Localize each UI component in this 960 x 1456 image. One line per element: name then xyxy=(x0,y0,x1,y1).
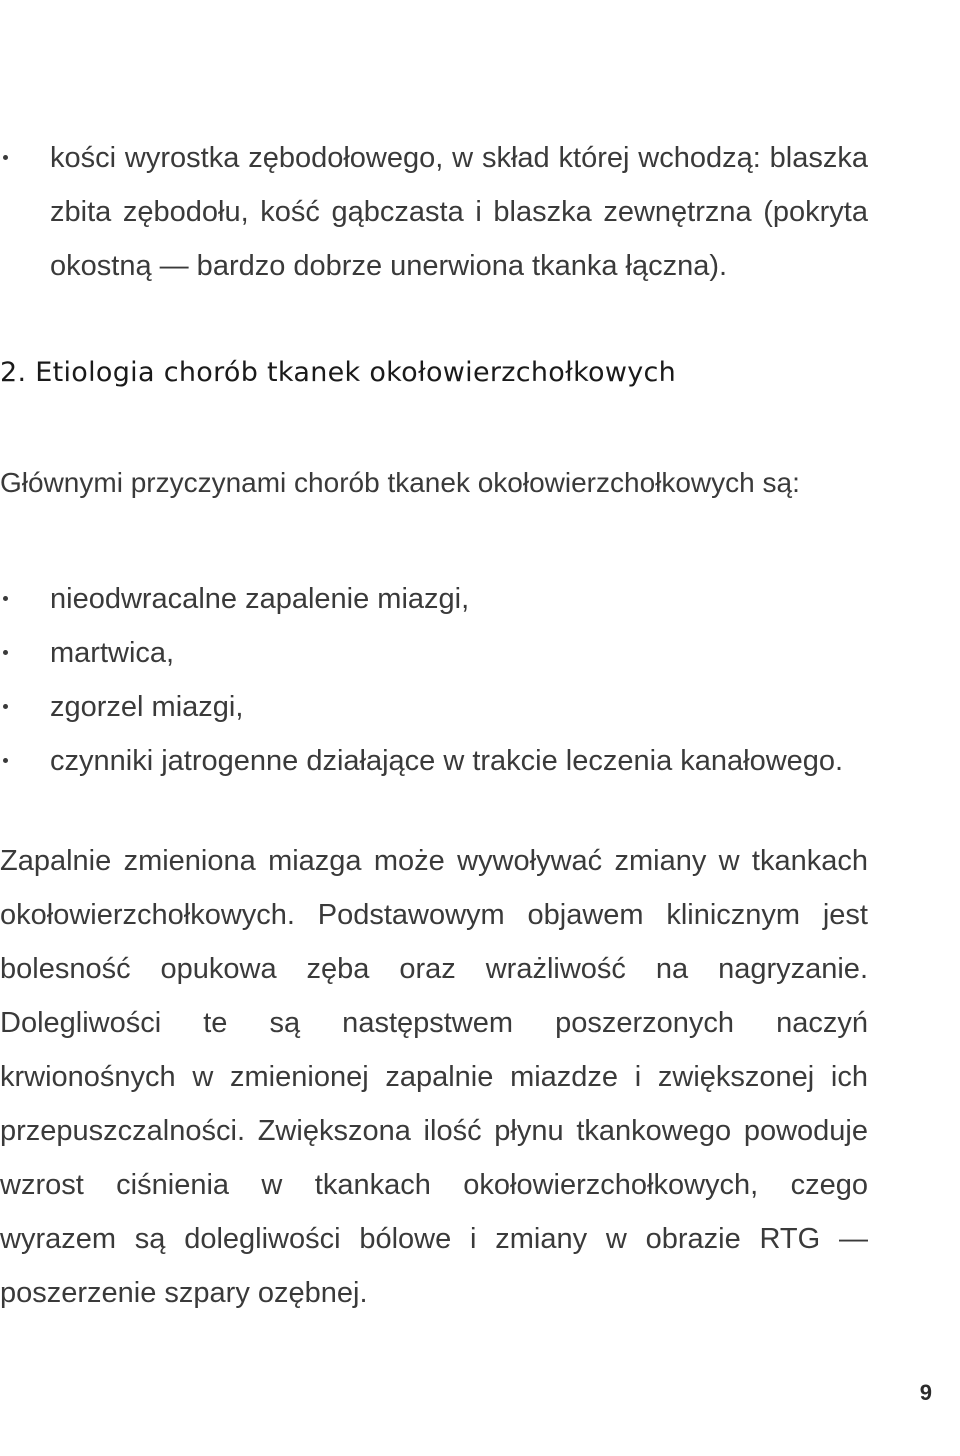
bullet-icon xyxy=(3,650,8,655)
list-item xyxy=(0,131,868,293)
list-item-text: kości wyrostka zębodołowego, w skład której wchodzą: blaszka zbita zębodołu, kość gąbczasta i blaszka zewnętrzna (pokryta okostną — bardzo dobrze unerwiona tkanka łączna). xyxy=(50,142,868,282)
list-item xyxy=(0,626,843,680)
bullet-icon xyxy=(3,758,8,763)
bullet-icon xyxy=(3,704,8,709)
list-item xyxy=(0,734,843,788)
list-item xyxy=(0,572,843,626)
intro-bullet-list xyxy=(0,131,868,293)
body-paragraph: Zapalnie zmieniona miazga może wywoływać zmiany w tkankach okołowierzchołkowych. Podstawowym objawem klinicznym jest bolesność opukowa zęba oraz wrażliwość na nagryzanie. Dolegliwości te są następstwem poszerzonych naczyń krwionośnych w zmienionej zapalnie miazdze i zwiększonej ich przepuszczalności. Zwiększona ilość płynu tkankowego powoduje wzrost ciśnienia w tkankach okołowierzchołkowych, czego wyrazem są dolegliwości bólowe i zmiany w obrazie RTG — poszerzenie szpary ozębnej. xyxy=(0,845,868,1309)
list-item-text: czynniki jatrogenne działające w trakcie leczenia kanałowego. xyxy=(50,745,844,777)
causes-list xyxy=(0,572,843,788)
section-title: 2. Etiologia chorób tkanek okołowierzchołkowych xyxy=(0,357,677,388)
bullet-icon xyxy=(3,155,8,160)
section-lead: Głównymi przyczynami chorób tkanek okołowierzchołkowych są: xyxy=(0,467,800,498)
list-item-text: martwica, xyxy=(50,637,175,669)
list-item xyxy=(0,680,843,734)
bullet-icon xyxy=(3,596,8,601)
list-item-text: nieodwracalne zapalenie miazgi, xyxy=(50,583,470,615)
list-item-text: zgorzel miazgi, xyxy=(50,691,244,723)
page-number: 9 xyxy=(919,1380,932,1405)
